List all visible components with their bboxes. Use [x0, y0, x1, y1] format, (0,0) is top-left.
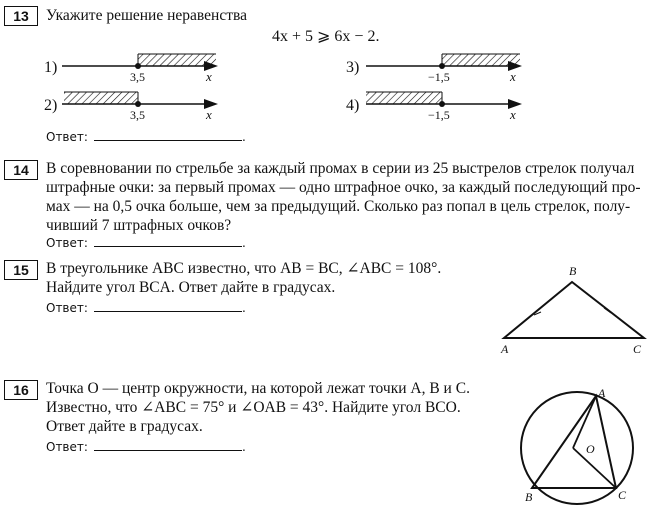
task-number: 15 — [4, 260, 38, 280]
point-label-c: C — [618, 488, 627, 502]
task-text-line-4: чивший 7 штрафных очков? — [46, 217, 232, 234]
task-text-line-2: штрафные очки: за первый промах — одно штрафное очко, за каждый последующий про- — [46, 179, 641, 196]
answer-field[interactable] — [94, 440, 242, 451]
answer-label: Ответ: — [46, 236, 88, 250]
task-number: 14 — [4, 160, 38, 180]
answer-label: Ответ: — [46, 440, 88, 454]
task-number: 16 — [4, 380, 38, 400]
vertex-label-b: B — [569, 264, 577, 278]
point-label-o: O — [586, 442, 595, 456]
answer-end: . — [241, 130, 246, 144]
task-text-line-3: мах — на 0,5 очка больше, чем за предыдущий. Сколько раз попал в цель стрелок, полу- — [46, 198, 631, 215]
task-text-line-1: В соревновании по стрельбе за каждый промах в серии из 25 выстрелов стрелок получал — [46, 160, 635, 177]
task-question: Укажите решение неравенства — [46, 7, 247, 24]
point-label-3: −1,5 — [428, 70, 450, 84]
option-3-label: 3) — [346, 59, 360, 76]
task-text-line-2: Известно, что ∠ABC = 75° и ∠OAB = 43°. Найдите угол BCO. — [46, 399, 461, 416]
point-label-4: −1,5 — [428, 108, 450, 122]
axis-label-1: x — [206, 69, 212, 84]
point-label-1: 3,5 — [130, 70, 145, 84]
answer-field[interactable] — [94, 236, 242, 247]
point-label-a: A — [598, 386, 606, 400]
answer-field[interactable] — [94, 301, 242, 312]
vertex-label-c: C — [633, 342, 642, 356]
axis-label-3: x — [510, 69, 516, 84]
axis-label-2: x — [206, 107, 212, 122]
task-text-line-1: В треугольнике ABC известно, что AB = BC, ∠ABC = 108°. — [46, 260, 442, 277]
task-number: 13 — [4, 6, 38, 26]
axis-label-4: x — [510, 107, 516, 122]
task-text-line-2: Найдите угол BCA. Ответ дайте в градусах. — [46, 279, 336, 296]
inequality: 4x + 5 ⩾ 6x − 2. — [272, 28, 380, 45]
answer-field[interactable] — [94, 130, 242, 141]
answer-end: . — [241, 440, 246, 454]
circle-figure — [516, 392, 646, 512]
answer-row — [46, 130, 246, 144]
answer-end: . — [241, 236, 246, 250]
answer-row — [46, 236, 246, 250]
answer-row — [46, 440, 246, 454]
answer-row — [46, 301, 246, 315]
answer-end: . — [241, 301, 246, 315]
answer-label: Ответ: — [46, 301, 88, 315]
option-1-label: 1) — [44, 59, 58, 76]
point-label-2: 3,5 — [130, 108, 145, 122]
task-text-line-1: Точка O — центр окружности, на которой лежат точки A, B и C. — [46, 380, 470, 397]
point-label-b: B — [525, 490, 533, 504]
task-text-line-3: Ответ дайте в градусах. — [46, 418, 203, 435]
answer-label: Ответ: — [46, 130, 88, 144]
vertex-label-a: A — [501, 342, 509, 356]
option-4-label: 4) — [346, 97, 360, 114]
option-2-label: 2) — [44, 97, 58, 114]
